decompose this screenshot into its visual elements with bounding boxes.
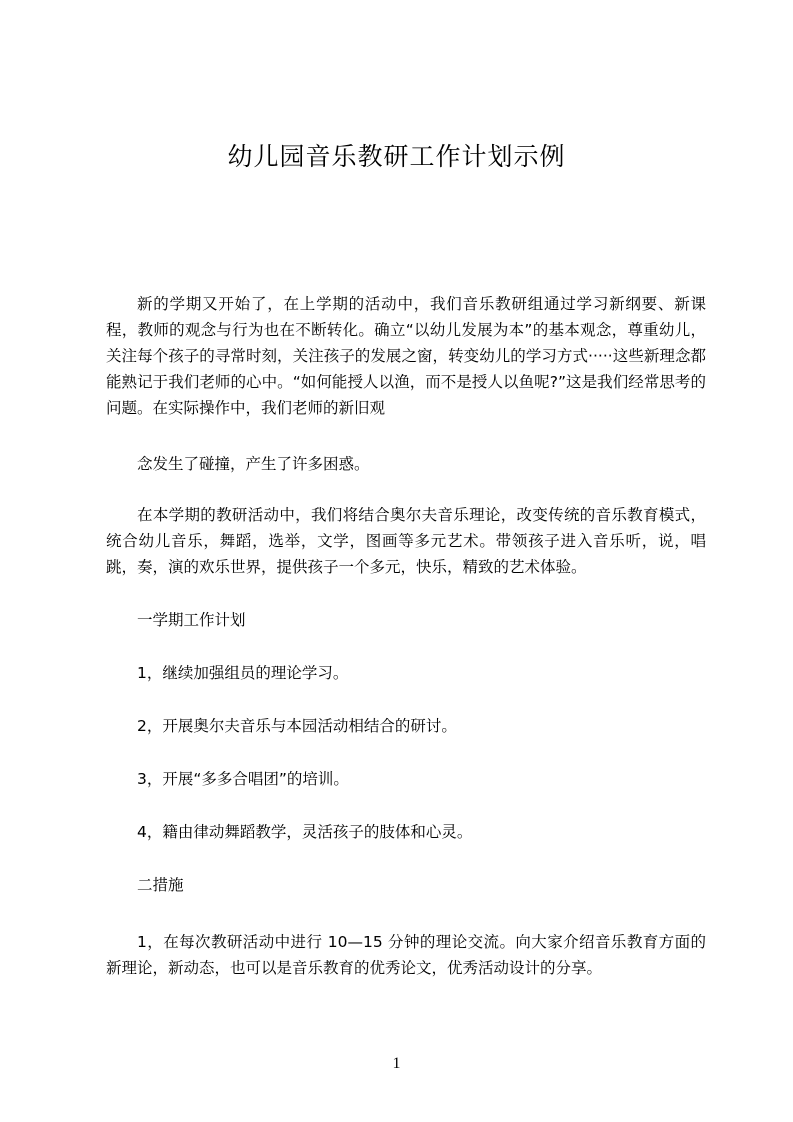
section-heading-work-plan: 一学期工作计划 — [137, 611, 246, 629]
document-title: 幼儿园音乐教研工作计划示例 — [227, 142, 566, 171]
plan-item: 1，继续加强组员的理论学习。 — [137, 664, 349, 682]
page-number: 1 — [392, 1055, 401, 1072]
measure-paragraph: 1，在每次教研活动中进行 10—15 分钟的理论交流。向大家介绍音乐教育方面的新理论，新动态，也可以是音乐教育的优秀论文，优秀活动设计的分享。 — [106, 933, 706, 977]
plan-item: 2，开展奥尔夫音乐与本园活动相结合的研讨。 — [137, 717, 457, 735]
plan-item: 3，开展“多多合唱团”的培训。 — [137, 770, 349, 788]
goal-paragraph: 在本学期的教研活动中，我们将结合奥尔夫音乐理论，改变传统的音乐教育模式，统合幼儿音乐，舞蹈，选举，文学，图画等多元艺术。带领孩子进入音乐听，说，唱跳，奏，演的欢乐世界，提供孩子一个多元，快乐，精致的艺术体验。 — [106, 506, 706, 576]
plan-item: 4，籍由律动舞蹈教学，灵活孩子的肢体和心灵。 — [137, 823, 473, 841]
intro-continuation-paragraph: 念发生了碰撞，产生了许多困惑。 — [137, 455, 370, 473]
intro-paragraph: 新的学期又开始了，在上学期的活动中，我们音乐教研组通过学习新纲要、新课程，教师的观念与行为也在不断转化。确立“以幼儿发展为本”的基本观念，尊重幼儿，关注每个孩子的寻常时刻，关注孩子的发展之窗，转变幼儿的学习方式·····这些新理念都能熟记于我们老师的心中。“如何能授人以渔，而不是授人以鱼呢?”这是我们经常思考的问题。在实际操作中，我们老师的新旧观 — [106, 295, 706, 417]
section-heading-measures: 二措施 — [137, 876, 184, 894]
